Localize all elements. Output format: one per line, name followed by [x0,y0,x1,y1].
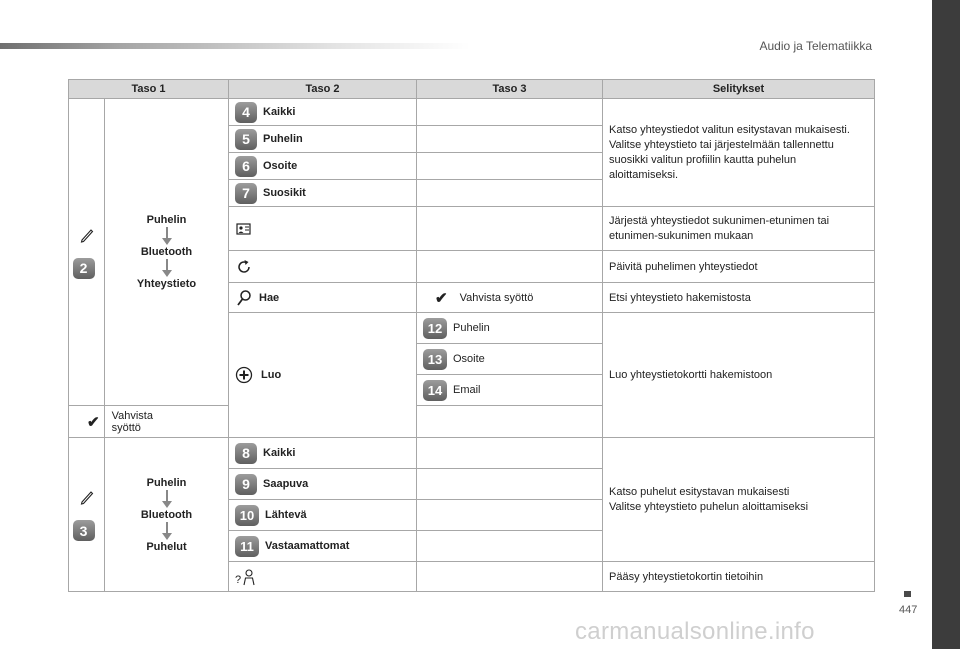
flow-step: Bluetooth [140,508,193,521]
col-header-description: Selitykset [603,80,875,99]
description-cell: Päivitä puhelimen yhteystiedot [603,251,875,283]
filter-badge: 5 [235,129,257,150]
col-header-level3: Taso 3 [417,80,603,99]
filter-label: Kaikki [263,447,296,459]
contact-info-icon [235,568,257,586]
filter-badge: 7 [235,183,257,204]
description-cell: Järjestä yhteystiedot sukunimen-etunimen tai etunimen-sukunimen mukaan [603,207,875,251]
filter-badge: 8 [235,443,257,464]
arrow-down-icon [163,522,171,540]
header-rule [0,43,470,49]
pencil-icon [78,488,96,506]
level2-cell [229,153,417,180]
level2-cell [229,469,417,500]
table-row [69,99,875,126]
description-cell: Luo yhteystietokortti hakemistoon [603,313,875,438]
arrow-down-icon [163,490,171,508]
table-header [69,80,875,99]
filter-badge: 6 [235,156,257,177]
col-header-level2: Taso 2 [229,80,417,99]
arrow-down-icon [163,227,171,245]
flow-step: Puhelin [146,476,187,489]
description-cell: Katso yhteystiedot valitun esitystavan mukaisesti. Valitse yhteystieto tai järjestelmään tallennettu suosikki valitun profiilin kautta puhelun aloittamiseksi. [603,99,875,207]
filter-badge: 9 [235,474,257,495]
filter-label: Saapuva [263,478,309,490]
search-label: Hae [259,291,280,304]
filter-label: Kaikki [263,106,296,118]
filter-label: Vastaamattomat [265,540,350,552]
navigation-path [105,99,229,406]
level3-cell [417,500,603,531]
page-corner-mark [904,591,911,597]
create-label: Luo [261,369,282,381]
table-row [69,438,875,469]
filter-label: Lähtevä [265,509,307,521]
filter-badge: 10 [235,505,259,526]
level3-cell [417,283,603,313]
flow-step: Puhelin [146,214,187,226]
filter-badge: 11 [235,536,259,557]
sort-contacts-icon [235,220,253,238]
col-header-level1: Taso 1 [69,80,229,99]
level2-cell [229,180,417,207]
level3-cell [417,531,603,562]
filter-label: Osoite [263,160,298,172]
flow-step: Puhelut [146,540,187,553]
level2-cell [229,126,417,153]
watermark: carmanualsonline.info [575,618,815,645]
level2-cell [229,313,417,438]
field-label: Osoite [453,353,485,365]
level1-cell [69,438,105,592]
level3-cell [417,313,603,344]
arrow-down-icon [163,259,171,277]
checkmark-icon: ✔ [435,289,448,307]
level3-cell [417,180,603,207]
level3-cell [417,153,603,180]
filter-label: Suosikit [263,187,306,199]
level2-cell [229,438,417,469]
level3-cell [417,99,603,126]
level1-badge: 3 [73,520,95,541]
level3-cell [417,207,603,251]
description-line: Katso puhelut esitystavan mukaisesti [609,485,790,498]
flow-step: Yhteystieto [136,278,197,290]
field-badge: 14 [423,380,447,401]
level2-cell [229,283,417,313]
level3-cell [417,469,603,500]
level2-cell [229,99,417,126]
field-badge: 12 [423,318,447,339]
field-badge: 13 [423,349,447,370]
add-contact-icon [235,366,253,384]
level3-cell [417,344,603,375]
description-cell [603,438,875,562]
flow-step: Bluetooth [140,246,193,258]
level2-cell [229,500,417,531]
level1-badge: 2 [73,258,95,279]
side-bar [932,0,960,649]
svg-text:?: ? [235,573,242,586]
field-label: Email [453,384,481,396]
navigation-path [105,438,229,592]
level3-cell [417,251,603,283]
confirm-label: Vahvista syöttö [111,409,153,434]
level3-cell [417,375,603,406]
level3-cell [417,126,603,153]
menu-table [68,79,875,592]
field-label: Puhelin [453,322,490,334]
level2-cell [229,531,417,562]
refresh-icon [235,258,253,276]
checkmark-icon: ✔ [87,413,100,431]
description-cell: Etsi yhteystieto hakemistosta [603,283,875,313]
level3-cell [417,438,603,469]
description-line: Valitse yhteystieto puhelun aloittamiseksi [609,500,809,513]
confirm-label: Vahvista syöttö [459,291,534,304]
pencil-icon [78,226,96,244]
filter-badge: 4 [235,102,257,123]
section-title: Audio ja Telematiikka [759,39,872,53]
search-icon [235,289,253,307]
level2-cell [229,207,417,251]
level2-cell [229,251,417,283]
level3-cell [417,562,603,592]
level1-cell [69,99,105,406]
level3-cell [69,406,153,438]
description-cell: Pääsy yhteystietokortin tietoihin [603,562,875,592]
level2-cell [229,562,417,592]
page-number: 447 [899,604,918,616]
filter-label: Puhelin [263,133,303,145]
